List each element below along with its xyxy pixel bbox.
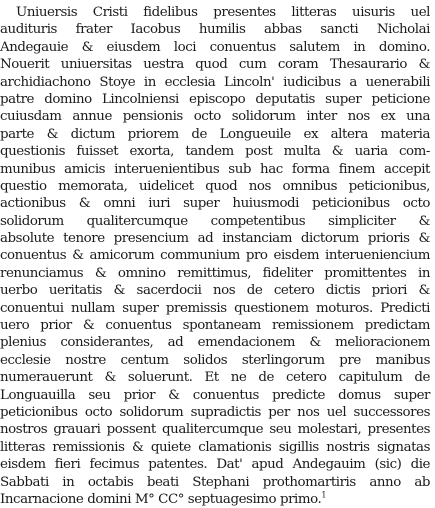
- text-line: Longuauilla seu prior & conuentus predicte domus super: [0, 387, 430, 403]
- text-line: Andegauie & eiusdem loci conuentus salutem in domino.: [0, 39, 430, 55]
- text-line: actionibus & omni iuri super huiusmodi peticionibus octo: [0, 196, 430, 212]
- text-line: numerauerunt & soluerunt. Et ne de cetero capitulum de: [0, 370, 430, 386]
- text-line: solidorum qualitercumque competentibus simpliciter &: [0, 213, 430, 229]
- text-line-final-content: Incarnacione domini M° CC° septuagesimo primo.: [0, 491, 322, 507]
- text-line: litteras remissionis & quiete clamationis sigillis nostris signatas: [0, 439, 430, 455]
- text-line: ecclesie nostre centum solidos sterlingorum pre manibus: [0, 352, 430, 368]
- text-line-final: [0, 491, 430, 508]
- text-line: Nouerit uniuersitas uestra quod cum coram Thesaurario &: [0, 57, 430, 73]
- text-line: archidiachono Stoye in ecclesia Lincoln' iudicibus a uenerabili: [0, 74, 430, 90]
- text-line: Sabbati in octabis beati Stephani prothomartiris anno ab: [0, 474, 430, 490]
- text-line: plenius considerantes, ad emendacionem & melioracionem: [0, 335, 430, 351]
- text-line: uerbo ueritatis & sacerdocii nos de cetero dictis priori &: [0, 283, 430, 299]
- text-line: nostros grauari possent qualitercumque seu molestari, presentes: [0, 422, 430, 438]
- text-line: munibus amicis interuenientibus sub hac forma finem accepit: [0, 161, 430, 177]
- text-line: uero prior & conuentus spontaneam remissionem predictam: [0, 318, 430, 334]
- text-line: cuiusdam annue pensionis octo solidorum inter nos ex una: [0, 109, 430, 125]
- text-line: audituris frater Iacobus humilis abbas sancti Nicholai: [0, 22, 430, 38]
- text-line: renunciamus & omnino remittimus, fideliter promittentes in: [0, 265, 430, 281]
- text-line: conuentui nullam super premissis questionem moturos. Predicti: [0, 300, 430, 316]
- text-line: peticionibus octo solidorum supradictis per nos uel successores: [0, 404, 430, 420]
- text-line: questio memorata, uidelicet quod nos omnibus peticionibus,: [0, 178, 430, 194]
- footnote-marker: 1: [321, 490, 326, 500]
- charter-text: [0, 4, 430, 508]
- text-line: absolute tenore presencium ad instanciam dictorum prioris &: [0, 231, 430, 247]
- text-line: parte & dictum priorem de Longueuile ex altera materia: [0, 126, 430, 142]
- text-line: Uniuersis Cristi fidelibus presentes litteras uisuris uel: [16, 5, 430, 20]
- text-line: eisdem fieri fecimus patentes. Dat' apud Andegauim (sic) die: [0, 457, 430, 473]
- text-line: conuentus & amicorum communium pro eisdem interueniencium: [0, 248, 430, 264]
- text-line: patre domino Lincolniensi episcopo deputatis super peticione: [0, 91, 430, 107]
- text-line: questionis fuisset exorta, tandem post multa & uaria com-: [0, 144, 430, 160]
